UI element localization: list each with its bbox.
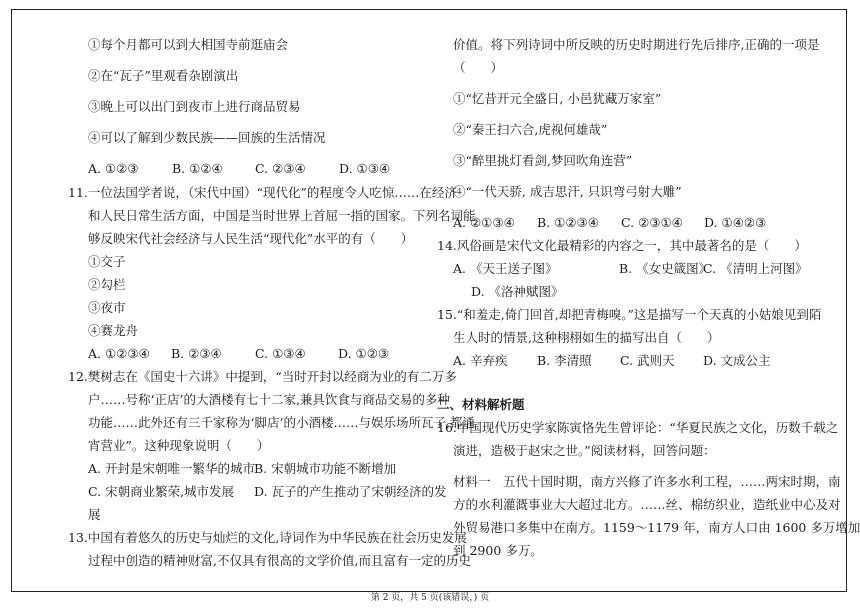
- q11-line-1: 11.一位法国学者说，（宋代中国）“现代化”的程度令人吃惊……在经济: [68, 185, 457, 200]
- q10-option-a: A. ①②③: [88, 161, 139, 176]
- q15-option-c: C. 武则天: [620, 353, 675, 368]
- q16-line-2: 演进，造极于赵宋之世。”阅读材料，回答问题：: [453, 443, 716, 458]
- q11-item-2: ②勾栏: [88, 277, 126, 292]
- q11-item-1: ①交子: [88, 254, 126, 269]
- q10-option-b: B. ①②④: [172, 161, 223, 176]
- q14-line: 14.风俗画是宋代文化最精彩的内容之一，其中最著名的是（ ）: [437, 238, 807, 253]
- q15-option-b: B. 李清照: [537, 353, 592, 368]
- q10-item-4: ④可以了解到少数民族——回族的生活情况: [88, 130, 326, 145]
- q12-option-a: A. 开封是宋朝唯一繁华的城市: [88, 461, 255, 476]
- material-line-2: 方的水利灌溉事业大大超过北方。……丝、棉纺织业，造纸业中心及对: [453, 497, 841, 512]
- q10-item-3: ③晚上可以出门到夜市上进行商品贸易: [88, 99, 301, 114]
- q10-item-2: ②在“瓦子”里观看杂剧演出: [88, 68, 239, 83]
- q13-option-a: A. ②①③④: [453, 215, 515, 230]
- q11-option-b: B. ②③④: [171, 346, 222, 361]
- q13-cont-line-2: （ ）: [453, 60, 504, 75]
- q13-item-4: ④“一代天骄, 成吉思汗, 只识弯弓射大雕”: [453, 184, 682, 199]
- q15-line-1: 15.“和羞走,倚门回首,却把青梅嗅。”这是描写一个天真的小姑娘见到陌: [437, 307, 822, 322]
- q13-option-c: C. ②③①④: [621, 215, 683, 230]
- q15-line-2: 生人时的情景,这种栩栩如生的描写出自（ ）: [453, 330, 720, 345]
- material-line-1: 材料一 五代十国时期，南方兴修了许多水利工程，……两宋时期，南: [453, 474, 841, 489]
- q13-cont-line-1: 价值。将下列诗词中所反映的历史时期进行先后排序,正确的一项是: [453, 37, 820, 52]
- material-line-3: 外贸易港口多集中在南方。1159～1179 年，南方人口由 1600 多万增加: [453, 520, 860, 535]
- q10-item-1: ①每个月都可以到大相国寺前逛庙会: [88, 37, 289, 52]
- section-heading: 二、材料解析题: [437, 397, 525, 412]
- q12-line-4: 宵营业”。这种现象说明（ ）: [88, 438, 270, 453]
- q15-option-a: A. 辛弃疾: [453, 353, 508, 368]
- q13-option-d: D. ①④②③: [704, 215, 767, 230]
- q13-line-2: 过程中创造的精神财富,不仅具有很高的文学价值,而且富有一定的历史: [88, 553, 471, 568]
- q10-option-c: C. ②③④: [255, 161, 306, 176]
- q12-option-d-cont: 展: [88, 507, 101, 522]
- page-footer: 第 2 页，共 5 页(该错误，) 页: [370, 593, 490, 603]
- q14-option-c: C. 《清明上河图》: [703, 261, 808, 276]
- q13-item-1: ①“忆昔开元全盛日, 小邑犹藏万家室”: [453, 91, 662, 106]
- q12-line-1: 12.樊树志在《国史十六讲》中提到，“当时开封以经商为业的有二万多: [68, 369, 457, 384]
- q12-line-2: 户……号称‘正店’的大酒楼有七十二家,兼具饮食与商品交易的多种: [88, 392, 450, 407]
- q13-item-3: ③“醉里挑灯看剑,梦回吹角连营”: [453, 153, 633, 168]
- q11-item-4: ④赛龙舟: [88, 323, 139, 338]
- q10-option-d: D. ①③④: [339, 161, 391, 176]
- q11-option-a: A. ①②③④: [88, 346, 150, 361]
- q13-line-1: 13.中国有着悠久的历史与灿烂的文化,诗词作为中华民族在社会历史发展: [68, 530, 467, 545]
- material-line-4: 到 2900 多万。: [453, 543, 543, 558]
- q13-item-2: ②“秦王扫六合,虎视何雄哉”: [453, 122, 608, 137]
- q14-option-b: B. 《女史箴图》: [619, 261, 712, 276]
- q11-option-c: C. ①③④: [255, 346, 306, 361]
- q12-line-3: 功能……此外还有三千家称为‘脚店’的小酒楼……与娱乐场所瓦子,都通: [88, 415, 475, 430]
- q11-line-2: 和人民日常生活方面，中国是当时世界上首屈一指的国家。下列名词能: [88, 208, 476, 223]
- q12-option-c: C. 宋朝商业繁荣,城市发展: [88, 484, 235, 499]
- q12-option-b: B. 宋朝城市功能不断增加: [254, 461, 397, 476]
- q11-line-3: 够反映宋代社会经济与人民生活“现代化”水平的有（ ）: [88, 231, 414, 246]
- q13-option-b: B. ①②③④: [537, 215, 599, 230]
- q14-option-a: A. 《天王送子图》: [453, 261, 558, 276]
- q11-option-d: D. ①②③: [338, 346, 390, 361]
- q16-line-1: 16.中国现代历史学家陈寅恪先生曾评论：“华夏民族之文化，历数千载之: [437, 420, 839, 435]
- q12-option-d: D. 瓦子的产生推动了宋朝经济的发: [254, 484, 447, 499]
- q14-option-d: D. 《洛神赋图》: [471, 284, 564, 299]
- q15-option-d: D. 文成公主: [703, 353, 771, 368]
- q11-item-3: ③夜市: [88, 300, 126, 315]
